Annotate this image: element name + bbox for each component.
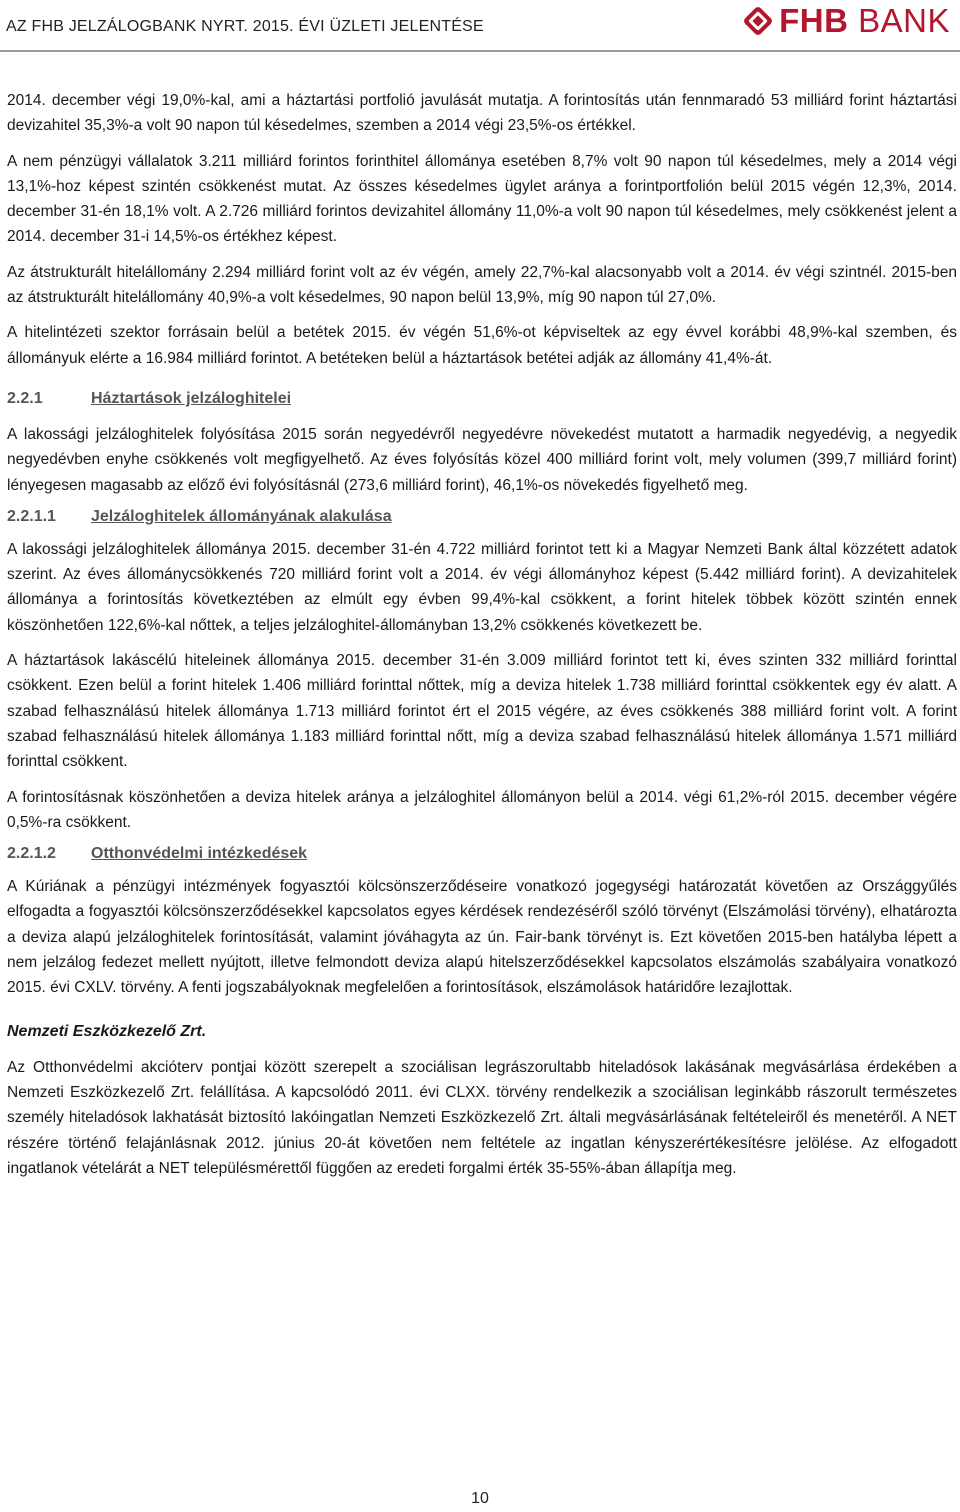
fhb-emblem-icon xyxy=(743,5,773,37)
section-number: 2.2.1.1 xyxy=(7,507,56,525)
document-body xyxy=(7,88,957,1191)
section-title: Otthonvédelmi intézkedések xyxy=(91,845,308,863)
paragraph: A hitelintézeti szektor forrásain belül a betétek 2015. év végén 51,6%-ot képviseltek az egy évvel korábbi 48,9%-kal szemben, és állományuk elérte a 16.984 milliárd forintot. A betéteken belül a háztartások betétei adják az állomány 41,4%-át. xyxy=(7,324,957,367)
logo-wordmark xyxy=(779,2,950,40)
paragraph: A lakossági jelzáloghitelek folyósítása 2015 során negyedévről negyedévre növekedést mutatott a harmadik negyedévig, a negyedik negyedévben enyhe csökkenés volt megfigyelhető. Az éves folyósítás közel 400 milliárd forint volt, mely volumen (399,7 milliárd forint) lényegesen magasabb az előző évi folyósításnál (273,6 milliárd forint), 46,1%-os növekedés figyelhető meg. xyxy=(7,425,957,494)
section-heading-2-2-1-1 xyxy=(7,508,957,526)
section-number: 2.2.1 xyxy=(7,389,43,407)
net-heading: Nemzeti Eszközkezelő Zrt. xyxy=(7,1022,207,1040)
page-number: 10 xyxy=(471,1490,489,1507)
paragraph: A lakossági jelzáloghitelek állománya 2015. december 31-én 4.722 milliárd forintot tett ki a Magyar Nemzeti Bank által közzétett adatok szerint. Az éves állománycsökkenés 720 milliárd forint volt a 2014. év végi állományhoz képest (5.442 milliárd forint). A devizahitelek állománya a forintosítás következtében az elmúlt egy évben 99,4%-kal csökkent, a forint hitelek többek között szintén ennek köszönhetően 122,6%-kal nőttek, a teljes jelzáloghitel-állományban 13,2% csökkenés következett be. xyxy=(7,540,957,634)
paragraph: A Kúriának a pénzügyi intézmények fogyasztói kölcsönszerződéseire vonatkozó jogegységi határozatát követően az Országgyűlés elfogadta a fogyasztói kölcsönszerződésekkel kapcsolatos egyes kérdések rendezéséről szóló törvényt (Elszámolási törvény), elhatározta a deviza alapú jelzáloghitelek forintosítását, valamint jóváhagyta az ún. Fair-bank törvényt is. Ezt követően 2015-ben hatályba lépett a nem jelzálog fedezet mellett nyújtott, illetve felmondott deviza alapú hitelszerződésekkel kapcsolatos elszámolás szabályaira vonatkozó 2015. évi CXLV. törvény. A fenti jogszabályoknak megfelelően a forintosítások, elszámolások határidőre lezajlottak. xyxy=(7,878,957,997)
section-title: Háztartások jelzáloghitelei xyxy=(91,389,292,407)
section-number: 2.2.1.2 xyxy=(7,845,56,863)
page-header xyxy=(0,0,960,48)
header-divider xyxy=(0,50,960,52)
section-title: Jelzáloghitelek állományának alakulása xyxy=(91,507,392,525)
paragraph: Az Otthonvédelmi akcióterv pontjai között szerepelt a szociálisan legrászorultabb hiteladósok lakásának megvásárlása érdekében a Nemzeti Eszközkezelő Zrt. felállítása. A kapcsolódó 2011. évi CLXX. törvény rendelkezik a szociálisan leginkább rászorult természetes személy hiteladósok lakhatását biztosító lakóingatlan Nemzeti Eszközkezelő Zrt. általi megvásárlásának feltételeiről és menetéről. A NET részére történő felajánlásnak 2012. június 20-át követően nem feltétele az ingatlan kényszerértékesítésre jelölése. Az elfogadott ingatlanok vételárát a NET településmérettől függően az eredeti forgalmi érték 35-55%-ában állapítja meg. xyxy=(7,1058,957,1177)
paragraph: A forintosításnak köszönhetően a deviza hitelek aránya a jelzáloghitel állományon belül a 2014. végi 61,2%-ról 2015. december végére 0,5%-ra csökkent. xyxy=(7,788,957,831)
fhb-bank-logo xyxy=(743,2,950,40)
section-heading-2-2-1-2 xyxy=(7,845,957,863)
paragraph: Az átstrukturált hitelállomány 2.294 milliárd forint volt az év végén, amely 22,7%-kal alacsonyabb volt a 2014. év végi szintnél. 2015-ben az átstrukturált hitelállomány 40,9%-a volt késedelmes, 90 napon belül 13,9%, míg 90 napon túl 27,0%. xyxy=(7,263,957,307)
logo-bank: BANK xyxy=(858,2,950,39)
report-title: AZ FHB JELZÁLOGBANK NYRT. 2015. ÉVI ÜZLETI JELENTÉSE xyxy=(6,18,484,35)
logo-fhb: FHB xyxy=(779,2,849,39)
paragraph: A háztartások lakáscélú hiteleinek állománya 2015. december 31-én 3.009 milliárd forintot tett ki, éves szinten 332 milliárd forinttal csökkent. Ezen belül a forint hitelek 1.406 milliárd forinttal nőttek, míg a deviza hitelek 1.738 milliárd forinttal csökkentek egy év alatt. A szabad felhasználású hitelek állománya 1.713 milliárd forintot ért el 2015 végére, az éves csökkenés 388 milliárd forint volt. A forint szabad felhasználású hitelek állománya 1.183 milliárd forinttal nőtt, míg a deviza szabad felhasználású hitelek állománya 1.571 milliárd forinttal csökkent. xyxy=(7,652,957,771)
section-heading-2-2-1 xyxy=(7,390,957,408)
paragraph: 2014. december végi 19,0%-kal, ami a háztartási portfolió javulását mutatja. A forintosítás után fennmaradó 53 milliárd forint háztartási devizahitel 35,3%-a volt 90 napon túl késedelmes, szemben a 2014 végi 23,5%-os értékkel. xyxy=(7,92,957,135)
paragraph: A nem pénzügyi vállalatok 3.211 milliárd forintos forinthitel állománya esetében 8,7% volt 90 napon túl késedelmes, mely a 2014 végi 13,1%-hoz képest szintén csökkenést mutat. Az összes késedelmes ügylet aránya a forintportfolión belül 2015 végén 12,3%, 2014. december 31-én 18,1% volt. A 2.726 milliárd forintos devizahitel állomány 11,0%-a volt 90 napon túl késedelmes, mely csökkenést jelent a 2014. december 31-i 14,5%-os értékhez képest. xyxy=(7,152,957,246)
